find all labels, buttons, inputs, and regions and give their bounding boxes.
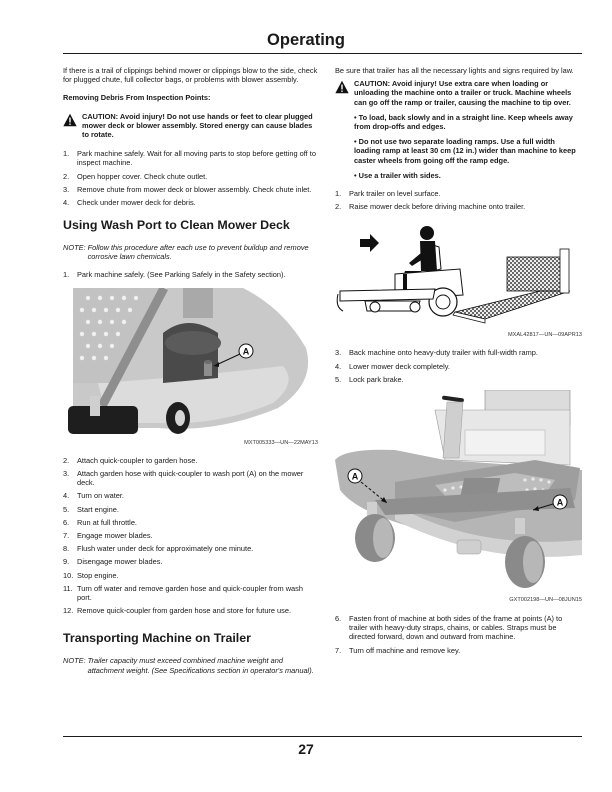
list-item [335, 646, 582, 655]
step-text: Lock park brake. [349, 374, 404, 384]
warning-triangle-icon [63, 113, 77, 127]
list-item [335, 362, 582, 371]
step-text: Raise mower deck before driving machine onto trailer. [349, 202, 526, 212]
step-number: 2. [335, 202, 342, 212]
list-item [63, 270, 319, 279]
step-text: Park machine safely. (See Parking Safely in the Safety section). [77, 269, 286, 279]
step-number: 5. [63, 504, 70, 514]
debris-caution [63, 112, 319, 140]
step-text: Open hopper cover. Check chute outlet. [77, 171, 208, 181]
wash-note [63, 243, 319, 261]
list-item [63, 571, 319, 580]
step-number: 12. [63, 606, 74, 616]
wash-step-1 [63, 270, 319, 279]
step-text: Engage mower blades. [77, 531, 153, 541]
right-column [335, 66, 582, 655]
step-number: 2. [63, 171, 70, 181]
step-number: 1. [63, 269, 70, 279]
list-item [63, 531, 319, 540]
trailer-caution-text: CAUTION: Avoid injury! Use extra care when loading or unloading the machine onto a trailer or truck. Machine wheels can go off the ramp or trailer, causing the machine to tip over. [354, 79, 572, 107]
list-item [335, 375, 582, 384]
wash-port-figure [68, 288, 318, 447]
trailer-loading-illustration [335, 219, 582, 325]
note-label: NOTE: [63, 656, 86, 666]
step-text: Attach quick-coupler to garden hose. [77, 455, 198, 465]
step-number: 6. [335, 614, 342, 624]
note-label: NOTE: [63, 243, 86, 253]
trailer-loading-figure [335, 219, 582, 339]
mower-deck-illustration [68, 288, 318, 434]
list-item [63, 185, 319, 194]
list-item [335, 348, 582, 357]
step-number: 6. [63, 517, 70, 527]
step-text: Disengage mower blades. [77, 557, 163, 567]
step-number: 7. [335, 645, 342, 655]
step-number: 5. [335, 374, 342, 384]
wash-steps [63, 456, 319, 620]
wash-port-heading: Using Wash Port to Clean Mower Deck [63, 218, 290, 233]
step-number: 3. [335, 348, 342, 358]
debris-steps [63, 149, 319, 207]
step-number: 2. [63, 455, 70, 465]
step-text: Remove quick-coupler from garden hose and store for future use. [77, 606, 292, 616]
step-number: 9. [63, 557, 70, 567]
list-item [63, 606, 319, 615]
debris-caution-text: CAUTION: Avoid injury! Do not use hands or feet to clear plugged mower deck or blower assembly. Stored energy can cause blades to rotate. [82, 111, 313, 140]
step-text: Run at full throttle. [77, 517, 137, 527]
list-item [335, 189, 582, 198]
tie-down-figure [335, 390, 582, 604]
list-item [63, 505, 319, 514]
step-text: Turn off machine and remove key. [349, 645, 461, 655]
direction-arrow-icon [360, 234, 379, 252]
step-text: Park trailer on level surface. [349, 189, 441, 199]
caution-bullet: • Use a trailer with sides. [354, 170, 441, 180]
list-item [63, 149, 319, 167]
callout-a-label: A [242, 346, 250, 357]
step-number: 4. [63, 491, 70, 501]
trailer-caution [335, 79, 582, 107]
step-text: Turn off water and remove garden hose and quick-coupler from wash port. [77, 583, 303, 603]
list-item [335, 202, 582, 211]
list-item [63, 491, 319, 500]
step-text: Remove chute from mower deck or blower assembly. Check chute inlet. [77, 184, 312, 194]
step-number: 8. [63, 544, 70, 554]
step-number: 4. [63, 198, 70, 208]
step-number: 10. [63, 570, 74, 580]
step-number: 1. [63, 149, 70, 159]
step-text: Flush water under deck for approximately one minute. [77, 544, 254, 554]
debris-heading: Removing Debris From Inspection Points: [63, 93, 211, 103]
step-text: Back machine onto heavy-duty trailer with full-width ramp. [349, 348, 538, 358]
step-number: 4. [335, 361, 342, 371]
list-item [335, 614, 582, 642]
note-text: Follow this procedure after each use to prevent buildup and remove corrosive lawn chemicals. [87, 243, 309, 262]
step-number: 3. [63, 469, 70, 479]
step-text: Stop engine. [77, 570, 119, 580]
clippings-intro: If there is a trail of clippings behind mower or clippings blow to the side, check for plugged chute, full collector bags, or problems with blower assembly. [63, 66, 318, 85]
list-item [63, 198, 319, 207]
figure-caption: MXT005333—UN—22MAY13 [244, 439, 318, 446]
warning-triangle-icon [335, 80, 349, 94]
trailer-steps-c [335, 614, 582, 655]
header-rule [63, 53, 582, 54]
list-item [63, 544, 319, 553]
trailer-steps-b [335, 348, 582, 384]
callout-a-left-label: A [351, 471, 359, 482]
step-text: Park machine safely. Wait for all moving parts to stop before getting off to inspect machine. [77, 149, 316, 168]
step-number: 7. [63, 531, 70, 541]
list-item [63, 172, 319, 181]
step-number: 3. [63, 184, 70, 194]
list-item [63, 584, 319, 602]
left-column [63, 66, 319, 675]
transport-heading: Transporting Machine on Trailer [63, 631, 251, 646]
list-item [63, 456, 319, 465]
step-text: Lower mower deck completely. [349, 361, 450, 371]
figure-caption: GXT002198—UN—08JUN15 [509, 597, 582, 604]
page-number: 27 [298, 741, 314, 757]
trailer-intro: Be sure that trailer has all the necessary lights and signs required by law. [335, 66, 574, 75]
figure-caption: MXAL42817—UN—09APR13 [508, 332, 582, 339]
trailer-steps-a [335, 189, 582, 211]
caution-bullet: • Do not use two separate loading ramps. Use a full width loading ramp at least 30 cm (12 in.) wider than machine to keep caster wheels from going off the ramp edge. [354, 137, 576, 165]
step-text: Attach garden hose with quick-coupler to wash port (A) on the mower deck. [77, 469, 304, 488]
list-item [63, 518, 319, 527]
step-text: Fasten front of machine at both sides of the frame at points (A) to trailer with heavy-duty straps, chains, or cables. Straps must be directed forward, down and outward from machine. [349, 614, 563, 642]
step-text: Start engine. [77, 504, 119, 514]
tie-down-illustration [335, 390, 582, 590]
page-title: Operating [267, 31, 345, 49]
step-text: Turn on water. [77, 491, 124, 501]
transport-note [63, 656, 319, 674]
list-item [63, 557, 319, 566]
caution-bullet: • To load, back slowly and in a straight line. Keep wheels away from drop-offs and edges. [354, 112, 573, 132]
step-number: 1. [335, 189, 342, 199]
callout-a-right-label: A [556, 497, 564, 508]
list-item [63, 469, 319, 487]
step-number: 11. [63, 583, 73, 593]
footer-rule [63, 736, 582, 737]
step-text: Check under mower deck for debris. [77, 198, 196, 208]
note-text: Trailer capacity must exceed combined machine weight and attachment weight. (See Specifications section in operator's manual). [87, 656, 314, 675]
